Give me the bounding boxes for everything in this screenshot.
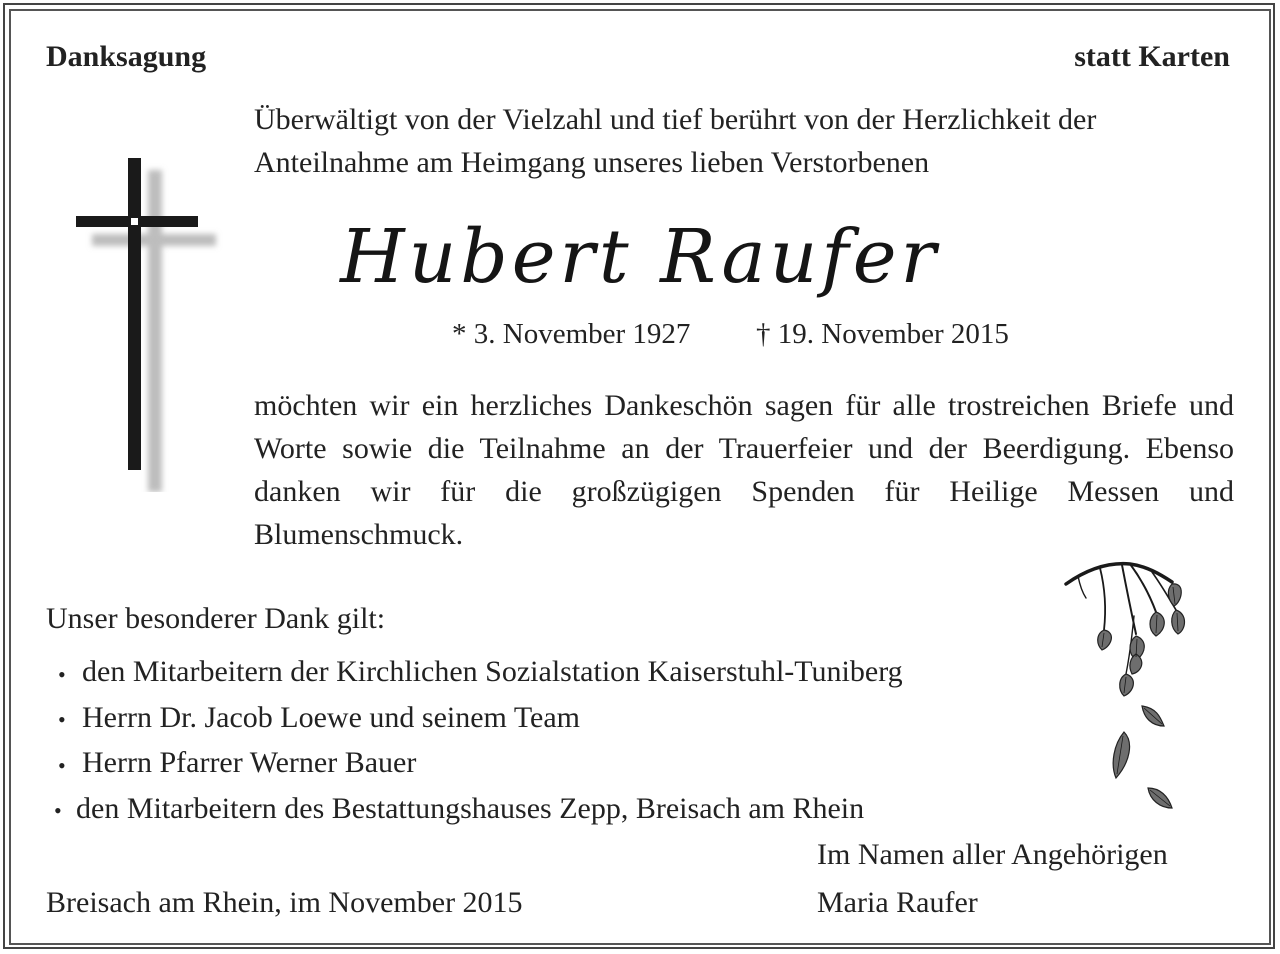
- intro-paragraph: Überwältigt von der Vielzahl und tief berührt von der Herzlichkeit der Anteilnahme am Heimgang unseres lieben Verstorbenen: [254, 103, 1097, 179]
- list-item: • Herrn Pfarrer Werner Bauer: [58, 741, 903, 787]
- body-paragraph: möchten wir ein herzliches Dankeschön sagen für alle trostreichen Briefe und Worte sowie die Teilnahme an der Trauerfeier und der Beerdigung. Ebenso danken wir für die großzügigen Spenden für Heilige Messen und Blumenschmuck.: [254, 389, 1234, 551]
- branch-leaves-icon: [1060, 556, 1200, 818]
- bullet-icon: •: [58, 752, 66, 778]
- list-item: • den Mitarbeitern des Bestattungshauses Zepp, Breisach am Rhein: [54, 787, 903, 833]
- deceased-name: Hubert Raufer: [340, 214, 940, 300]
- thanks-title: Unser besonderer Dank gilt:: [46, 602, 386, 635]
- cross-icon: [70, 152, 230, 492]
- list-item: • Herrn Dr. Jacob Loewe und seinem Team: [58, 696, 903, 742]
- heading-danksagung: Danksagung: [46, 40, 207, 73]
- heading-statt-karten: statt Karten: [1074, 40, 1230, 73]
- bullet-icon: •: [58, 707, 66, 733]
- signer-name: Maria Raufer: [817, 886, 978, 919]
- place-date: Breisach am Rhein, im November 2015: [46, 886, 523, 919]
- thanks-list: [54, 650, 903, 832]
- on-behalf-text: Im Namen aller Angehörigen: [817, 838, 1168, 871]
- list-item: • den Mitarbeitern der Kirchlichen Sozialstation Kaiserstuhl-Tuniberg: [58, 650, 903, 696]
- bullet-icon: •: [58, 661, 66, 687]
- bullet-icon: •: [54, 798, 62, 824]
- death-date: † 19. November 2015: [756, 318, 1009, 350]
- birth-date: * 3. November 1927: [452, 318, 691, 350]
